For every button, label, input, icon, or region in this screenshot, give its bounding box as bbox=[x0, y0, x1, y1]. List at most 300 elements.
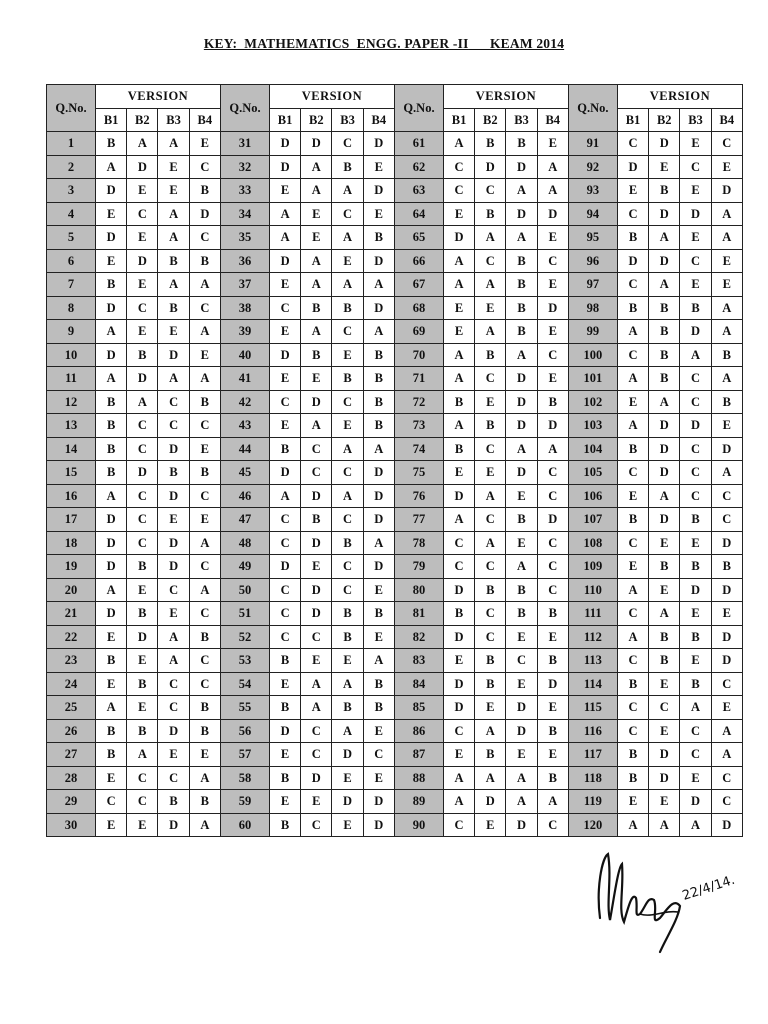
question-number: 39 bbox=[220, 320, 269, 344]
answer-cell: A bbox=[649, 226, 680, 250]
answer-cell: C bbox=[711, 672, 742, 696]
answer-cell: D bbox=[443, 696, 474, 720]
answer-cell: E bbox=[649, 790, 680, 814]
question-number: 47 bbox=[220, 508, 269, 532]
answer-cell: C bbox=[711, 508, 742, 532]
answer-cell: D bbox=[506, 696, 537, 720]
answer-cell: B bbox=[189, 790, 220, 814]
answer-cell: B bbox=[443, 437, 474, 461]
question-number: 8 bbox=[47, 296, 96, 320]
table-row bbox=[47, 461, 743, 485]
answer-cell: D bbox=[711, 813, 742, 837]
answer-cell: B bbox=[617, 508, 648, 532]
answer-cell: B bbox=[189, 461, 220, 485]
question-number: 30 bbox=[47, 813, 96, 837]
answer-cell: E bbox=[475, 696, 506, 720]
answer-cell: B bbox=[475, 578, 506, 602]
question-number: 65 bbox=[394, 226, 443, 250]
answer-cell: B bbox=[96, 273, 127, 297]
answer-cell: A bbox=[475, 766, 506, 790]
answer-cell: A bbox=[443, 766, 474, 790]
answer-cell: E bbox=[127, 696, 158, 720]
answer-cell: B bbox=[506, 273, 537, 297]
answer-cell: E bbox=[269, 790, 300, 814]
answer-cell: C bbox=[443, 155, 474, 179]
answer-cell: E bbox=[332, 249, 363, 273]
answer-cell: A bbox=[649, 273, 680, 297]
answer-cell: B bbox=[617, 743, 648, 767]
answer-cell: C bbox=[127, 484, 158, 508]
answer-cell: A bbox=[617, 320, 648, 344]
version-header: VERSION bbox=[96, 85, 221, 109]
answer-cell: E bbox=[127, 226, 158, 250]
question-number: 109 bbox=[568, 555, 617, 579]
answer-cell: C bbox=[711, 790, 742, 814]
question-number: 111 bbox=[568, 602, 617, 626]
answer-cell: E bbox=[96, 202, 127, 226]
answer-cell: E bbox=[301, 790, 332, 814]
answer-cell: A bbox=[189, 531, 220, 555]
answer-cell: D bbox=[506, 719, 537, 743]
answer-cell: C bbox=[711, 484, 742, 508]
version-col-header: B4 bbox=[363, 108, 394, 132]
question-number: 34 bbox=[220, 202, 269, 226]
answer-cell: E bbox=[332, 414, 363, 438]
question-number: 71 bbox=[394, 367, 443, 391]
answer-cell: D bbox=[96, 555, 127, 579]
answer-cell: C bbox=[332, 202, 363, 226]
answer-cell: A bbox=[301, 672, 332, 696]
question-number: 61 bbox=[394, 132, 443, 156]
version-col-header: B4 bbox=[189, 108, 220, 132]
answer-cell: D bbox=[711, 625, 742, 649]
answer-cell: A bbox=[301, 155, 332, 179]
answer-cell: E bbox=[680, 602, 711, 626]
answer-cell: D bbox=[443, 625, 474, 649]
question-number: 91 bbox=[568, 132, 617, 156]
answer-cell: B bbox=[506, 508, 537, 532]
answer-cell: D bbox=[301, 766, 332, 790]
answer-cell: D bbox=[537, 414, 568, 438]
answer-cell: B bbox=[96, 390, 127, 414]
answer-cell: B bbox=[680, 555, 711, 579]
answer-cell: E bbox=[363, 719, 394, 743]
answer-cell: B bbox=[332, 155, 363, 179]
question-number: 77 bbox=[394, 508, 443, 532]
answer-cell: A bbox=[711, 461, 742, 485]
question-number: 27 bbox=[47, 743, 96, 767]
answer-cell: A bbox=[158, 273, 189, 297]
question-number: 74 bbox=[394, 437, 443, 461]
answer-cell: C bbox=[475, 437, 506, 461]
question-number: 10 bbox=[47, 343, 96, 367]
question-number: 32 bbox=[220, 155, 269, 179]
answer-cell: E bbox=[617, 179, 648, 203]
version-col-header: B2 bbox=[649, 108, 680, 132]
answer-cell: E bbox=[158, 743, 189, 767]
answer-cell: A bbox=[96, 578, 127, 602]
question-number: 2 bbox=[47, 155, 96, 179]
answer-cell: C bbox=[617, 602, 648, 626]
answer-cell: E bbox=[617, 790, 648, 814]
answer-cell: A bbox=[711, 296, 742, 320]
question-number: 73 bbox=[394, 414, 443, 438]
answer-cell: A bbox=[127, 132, 158, 156]
answer-cell: B bbox=[649, 367, 680, 391]
answer-cell: B bbox=[680, 508, 711, 532]
answer-cell: D bbox=[158, 555, 189, 579]
answer-cell: C bbox=[617, 461, 648, 485]
answer-cell: B bbox=[269, 437, 300, 461]
answer-cell: D bbox=[649, 461, 680, 485]
question-number: 22 bbox=[47, 625, 96, 649]
answer-cell: B bbox=[332, 531, 363, 555]
answer-cell: D bbox=[617, 155, 648, 179]
table-row bbox=[47, 226, 743, 250]
answer-cell: C bbox=[537, 813, 568, 837]
question-number: 67 bbox=[394, 273, 443, 297]
answer-cell: C bbox=[269, 602, 300, 626]
answer-cell: A bbox=[649, 602, 680, 626]
answer-cell: B bbox=[680, 672, 711, 696]
answer-cell: B bbox=[649, 625, 680, 649]
question-number: 12 bbox=[47, 390, 96, 414]
answer-cell: B bbox=[158, 790, 189, 814]
answer-cell: C bbox=[680, 437, 711, 461]
answer-cell: B bbox=[617, 226, 648, 250]
qno-header: Q.No. bbox=[394, 85, 443, 132]
answer-cell: A bbox=[443, 343, 474, 367]
question-number: 4 bbox=[47, 202, 96, 226]
table-row bbox=[47, 578, 743, 602]
answer-cell: C bbox=[680, 155, 711, 179]
answer-cell: E bbox=[96, 766, 127, 790]
answer-cell: D bbox=[269, 132, 300, 156]
answer-cell: C bbox=[537, 578, 568, 602]
answer-cell: A bbox=[158, 367, 189, 391]
answer-cell: A bbox=[443, 790, 474, 814]
answer-cell: D bbox=[506, 367, 537, 391]
answer-cell: A bbox=[189, 273, 220, 297]
question-number: 46 bbox=[220, 484, 269, 508]
question-number: 72 bbox=[394, 390, 443, 414]
table-row bbox=[47, 320, 743, 344]
answer-cell: E bbox=[332, 343, 363, 367]
answer-cell: A bbox=[617, 813, 648, 837]
answer-cell: E bbox=[443, 649, 474, 673]
question-number: 5 bbox=[47, 226, 96, 250]
answer-cell: B bbox=[506, 132, 537, 156]
answer-cell: B bbox=[158, 249, 189, 273]
answer-cell: C bbox=[158, 672, 189, 696]
answer-cell: C bbox=[332, 578, 363, 602]
question-number: 44 bbox=[220, 437, 269, 461]
answer-cell: B bbox=[189, 625, 220, 649]
answer-cell: A bbox=[649, 390, 680, 414]
answer-cell: A bbox=[443, 249, 474, 273]
table-row bbox=[47, 155, 743, 179]
answer-cell: B bbox=[269, 813, 300, 837]
answer-cell: A bbox=[537, 790, 568, 814]
answer-cell: C bbox=[301, 461, 332, 485]
answer-cell: D bbox=[649, 132, 680, 156]
answer-cell: E bbox=[537, 273, 568, 297]
answer-cell: D bbox=[301, 390, 332, 414]
answer-cell: A bbox=[711, 202, 742, 226]
answer-cell: E bbox=[711, 155, 742, 179]
question-number: 70 bbox=[394, 343, 443, 367]
answer-cell: C bbox=[475, 179, 506, 203]
answer-cell: D bbox=[363, 813, 394, 837]
question-number: 11 bbox=[47, 367, 96, 391]
answer-cell: D bbox=[649, 414, 680, 438]
question-number: 101 bbox=[568, 367, 617, 391]
answer-cell: E bbox=[96, 672, 127, 696]
version-col-header: B3 bbox=[680, 108, 711, 132]
answer-cell: A bbox=[443, 414, 474, 438]
answer-cell: E bbox=[189, 508, 220, 532]
table-row bbox=[47, 296, 743, 320]
answer-cell: B bbox=[96, 414, 127, 438]
answer-cell: C bbox=[617, 273, 648, 297]
answer-cell: C bbox=[158, 414, 189, 438]
question-number: 26 bbox=[47, 719, 96, 743]
answer-cell: B bbox=[127, 672, 158, 696]
answer-cell: A bbox=[617, 578, 648, 602]
answer-cell: D bbox=[443, 578, 474, 602]
answer-cell: A bbox=[158, 202, 189, 226]
answer-cell: C bbox=[475, 555, 506, 579]
answer-cell: C bbox=[443, 179, 474, 203]
answer-cell: B bbox=[158, 296, 189, 320]
answer-cell: B bbox=[127, 602, 158, 626]
answer-cell: C bbox=[189, 296, 220, 320]
question-number: 97 bbox=[568, 273, 617, 297]
question-number: 20 bbox=[47, 578, 96, 602]
answer-cell: D bbox=[680, 790, 711, 814]
question-number: 17 bbox=[47, 508, 96, 532]
version-col-header: B1 bbox=[443, 108, 474, 132]
answer-cell: A bbox=[363, 320, 394, 344]
answer-cell: D bbox=[649, 249, 680, 273]
answer-cell: C bbox=[475, 508, 506, 532]
answer-cell: A bbox=[189, 766, 220, 790]
answer-cell: B bbox=[617, 437, 648, 461]
answer-cell: D bbox=[269, 461, 300, 485]
table-row bbox=[47, 508, 743, 532]
answer-cell: C bbox=[537, 343, 568, 367]
answer-cell: D bbox=[506, 414, 537, 438]
answer-cell: B bbox=[475, 414, 506, 438]
answer-cell: D bbox=[443, 226, 474, 250]
answer-cell: C bbox=[96, 790, 127, 814]
question-number: 85 bbox=[394, 696, 443, 720]
answer-cell: D bbox=[96, 179, 127, 203]
answer-cell: E bbox=[617, 390, 648, 414]
answer-cell: B bbox=[711, 390, 742, 414]
answer-cell: B bbox=[475, 649, 506, 673]
answer-cell: D bbox=[96, 508, 127, 532]
answer-cell: B bbox=[301, 508, 332, 532]
answer-cell: A bbox=[301, 696, 332, 720]
answer-cell: C bbox=[158, 766, 189, 790]
answer-cell: D bbox=[649, 508, 680, 532]
answer-cell: E bbox=[96, 249, 127, 273]
answer-cell: D bbox=[537, 672, 568, 696]
answer-cell: D bbox=[475, 155, 506, 179]
question-number: 95 bbox=[568, 226, 617, 250]
answer-cell: E bbox=[443, 743, 474, 767]
question-number: 53 bbox=[220, 649, 269, 673]
question-number: 88 bbox=[394, 766, 443, 790]
question-number: 79 bbox=[394, 555, 443, 579]
answer-cell: D bbox=[506, 461, 537, 485]
table-row bbox=[47, 273, 743, 297]
answer-cell: C bbox=[269, 578, 300, 602]
answer-cell: D bbox=[649, 437, 680, 461]
question-number: 86 bbox=[394, 719, 443, 743]
answer-cell: D bbox=[127, 625, 158, 649]
answer-cell: C bbox=[269, 390, 300, 414]
question-number: 106 bbox=[568, 484, 617, 508]
table-row bbox=[47, 390, 743, 414]
question-number: 21 bbox=[47, 602, 96, 626]
question-number: 117 bbox=[568, 743, 617, 767]
table-row bbox=[47, 202, 743, 226]
answer-cell: D bbox=[127, 367, 158, 391]
answer-cell: D bbox=[711, 179, 742, 203]
table-row bbox=[47, 719, 743, 743]
answer-cell: B bbox=[506, 602, 537, 626]
question-number: 51 bbox=[220, 602, 269, 626]
answer-cell: E bbox=[649, 578, 680, 602]
question-number: 90 bbox=[394, 813, 443, 837]
answer-cell: D bbox=[363, 461, 394, 485]
answer-cell: C bbox=[158, 578, 189, 602]
answer-cell: D bbox=[127, 461, 158, 485]
answer-cell: E bbox=[189, 132, 220, 156]
answer-cell: D bbox=[127, 155, 158, 179]
answer-cell: B bbox=[537, 719, 568, 743]
table-row bbox=[47, 367, 743, 391]
version-header: VERSION bbox=[617, 85, 742, 109]
question-number: 33 bbox=[220, 179, 269, 203]
answer-cell: E bbox=[127, 649, 158, 673]
answer-cell: B bbox=[537, 602, 568, 626]
answer-cell: D bbox=[537, 202, 568, 226]
answer-cell: A bbox=[680, 696, 711, 720]
question-number: 64 bbox=[394, 202, 443, 226]
question-number: 119 bbox=[568, 790, 617, 814]
question-number: 105 bbox=[568, 461, 617, 485]
question-number: 103 bbox=[568, 414, 617, 438]
answer-cell: E bbox=[301, 367, 332, 391]
question-number: 16 bbox=[47, 484, 96, 508]
answer-cell: E bbox=[363, 578, 394, 602]
answer-cell: C bbox=[443, 813, 474, 837]
answer-cell: A bbox=[363, 531, 394, 555]
answer-cell: A bbox=[332, 226, 363, 250]
answer-cell: E bbox=[96, 625, 127, 649]
answer-cell: E bbox=[301, 226, 332, 250]
answer-cell: D bbox=[301, 531, 332, 555]
answer-cell: D bbox=[158, 531, 189, 555]
question-number: 13 bbox=[47, 414, 96, 438]
answer-cell: B bbox=[506, 320, 537, 344]
answer-cell: B bbox=[680, 296, 711, 320]
question-number: 24 bbox=[47, 672, 96, 696]
answer-cell: E bbox=[680, 132, 711, 156]
answer-cell: A bbox=[506, 766, 537, 790]
answer-cell: C bbox=[189, 672, 220, 696]
question-number: 41 bbox=[220, 367, 269, 391]
answer-cell: D bbox=[711, 531, 742, 555]
answer-cell: E bbox=[537, 696, 568, 720]
answer-cell: D bbox=[506, 390, 537, 414]
question-number: 87 bbox=[394, 743, 443, 767]
answer-cell: A bbox=[158, 226, 189, 250]
answer-cell: A bbox=[443, 508, 474, 532]
table-row bbox=[47, 649, 743, 673]
qno-header: Q.No. bbox=[220, 85, 269, 132]
answer-cell: D bbox=[158, 719, 189, 743]
answer-cell: D bbox=[617, 249, 648, 273]
answer-cell: A bbox=[96, 484, 127, 508]
question-number: 50 bbox=[220, 578, 269, 602]
answer-cell: D bbox=[332, 743, 363, 767]
version-header: VERSION bbox=[269, 85, 394, 109]
answer-cell: A bbox=[617, 414, 648, 438]
question-number: 100 bbox=[568, 343, 617, 367]
answer-cell: D bbox=[269, 249, 300, 273]
answer-cell: B bbox=[537, 649, 568, 673]
table-row bbox=[47, 484, 743, 508]
answer-cell: A bbox=[475, 484, 506, 508]
answer-cell: E bbox=[363, 202, 394, 226]
answer-cell: E bbox=[711, 602, 742, 626]
answer-cell: A bbox=[680, 343, 711, 367]
answer-cell: B bbox=[269, 649, 300, 673]
answer-cell: C bbox=[649, 696, 680, 720]
question-number: 83 bbox=[394, 649, 443, 673]
answer-cell: E bbox=[158, 155, 189, 179]
answer-cell: E bbox=[332, 766, 363, 790]
table-row bbox=[47, 249, 743, 273]
answer-cell: E bbox=[363, 766, 394, 790]
question-number: 23 bbox=[47, 649, 96, 673]
answer-cell: E bbox=[269, 367, 300, 391]
answer-cell: D bbox=[506, 813, 537, 837]
question-number: 80 bbox=[394, 578, 443, 602]
answer-cell: C bbox=[127, 437, 158, 461]
answer-cell: E bbox=[443, 202, 474, 226]
answer-cell: A bbox=[269, 202, 300, 226]
answer-cell: B bbox=[96, 719, 127, 743]
table-row bbox=[47, 672, 743, 696]
question-number: 49 bbox=[220, 555, 269, 579]
answer-cell: E bbox=[475, 296, 506, 320]
answer-cell: A bbox=[506, 179, 537, 203]
question-number: 54 bbox=[220, 672, 269, 696]
question-number: 59 bbox=[220, 790, 269, 814]
signature bbox=[588, 848, 758, 958]
answer-cell: E bbox=[189, 743, 220, 767]
answer-cell: B bbox=[363, 390, 394, 414]
question-number: 116 bbox=[568, 719, 617, 743]
answer-cell: A bbox=[617, 367, 648, 391]
answer-cell: D bbox=[711, 649, 742, 673]
answer-cell: C bbox=[680, 461, 711, 485]
